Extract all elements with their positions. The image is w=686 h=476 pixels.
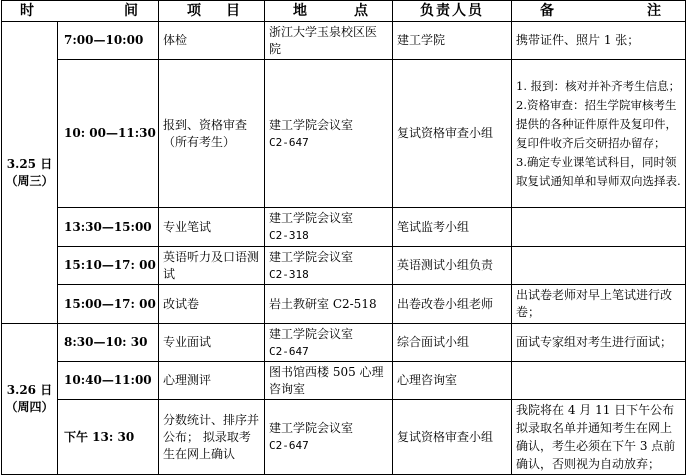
schedule-table xyxy=(1,0,686,475)
place-cell: 图书馆西楼 505 心理咨询室 xyxy=(265,362,393,400)
time-cell: 15:10—17: 00 xyxy=(58,247,159,285)
date-cell-day2: 3.26 日 （周四） xyxy=(2,324,58,475)
item-cell: 专业面试 xyxy=(159,324,265,362)
note-cell: 我院将在 4 月 11 日下午公布拟录取名单并通知考生在网上确认，考生必须在下午 3 点前确认，否则视为自动放弃； xyxy=(512,400,686,475)
time-cell: 8:30—10: 30 xyxy=(58,324,159,362)
time-cell: 15:00—17: 00 xyxy=(58,285,159,324)
table-row xyxy=(2,362,686,400)
person-cell: 心理咨询室 xyxy=(393,362,512,400)
time-cell: 13:30—15:00 xyxy=(58,208,159,247)
note-cell xyxy=(512,362,686,400)
table-row xyxy=(2,247,686,285)
item-cell: 心理测评 xyxy=(159,362,265,400)
item-cell: 体检 xyxy=(159,22,265,60)
person-cell: 笔试监考小组 xyxy=(393,208,512,247)
note-cell: 面试专家组对考生进行面试； xyxy=(512,324,686,362)
item-cell: 分数统计、排序并公布； 拟录取考生在网上确认 xyxy=(159,400,265,475)
header-note: 备 注 xyxy=(512,1,686,22)
header-place: 地 点 xyxy=(265,1,393,22)
item-cell: 改试卷 xyxy=(159,285,265,324)
table-row xyxy=(2,400,686,475)
note-cell: 1. 报到：核对并补齐考生信息； 2.资格审查：招生学院审核考生提供的各种证件原件及复印件，复印件收齐后交研招办留存； 3.确定专业课笔试科目，同时领取复试通知单和导师双向选择表. xyxy=(512,60,686,208)
time-cell: 下午 13: 30 xyxy=(58,400,159,475)
table-row xyxy=(2,208,686,247)
place-cell: 建工学院会议室 C2-318 xyxy=(265,247,393,285)
place-cell: 建工学院会议室 C2-647 xyxy=(265,324,393,362)
time-cell: 10:40—11:00 xyxy=(58,362,159,400)
header-time: 时 间 xyxy=(2,1,159,22)
person-cell: 出卷改卷小组老师 xyxy=(393,285,512,324)
item-cell: 英语听力及口语测试 xyxy=(159,247,265,285)
header-item: 项 目 xyxy=(159,1,265,22)
table-row xyxy=(2,324,686,362)
note-cell xyxy=(512,208,686,247)
person-cell: 建工学院 xyxy=(393,22,512,60)
note-cell: 出试卷老师对早上笔试进行改卷； xyxy=(512,285,686,324)
header-person: 负责人员 xyxy=(393,1,512,22)
item-cell: 报到、资格审查（所有考生） xyxy=(159,60,265,208)
date-cell-day1: 3.25 日 （周三） xyxy=(2,22,58,324)
place-cell: 建工学院会议室 C2-318 xyxy=(265,208,393,247)
note-cell xyxy=(512,247,686,285)
person-cell: 复试资格审查小组 xyxy=(393,60,512,208)
time-cell: 7:00—10:00 xyxy=(58,22,159,60)
place-cell: 浙江大学玉泉校区医院 xyxy=(265,22,393,60)
place-cell: 建工学院会议室 C2-647 xyxy=(265,60,393,208)
item-cell: 专业笔试 xyxy=(159,208,265,247)
header-row xyxy=(2,1,686,22)
table-row xyxy=(2,60,686,208)
place-cell: 岩土教研室 C2-518 xyxy=(265,285,393,324)
note-cell: 携带证件、照片 1 张； xyxy=(512,22,686,60)
table-row xyxy=(2,285,686,324)
table-row xyxy=(2,22,686,60)
time-cell: 10: 00—11:30 xyxy=(58,60,159,208)
person-cell: 综合面试小组 xyxy=(393,324,512,362)
place-cell: 建工学院会议室 C2-647 xyxy=(265,400,393,475)
person-cell: 英语测试小组负责 xyxy=(393,247,512,285)
person-cell: 复试资格审查小组 xyxy=(393,400,512,475)
